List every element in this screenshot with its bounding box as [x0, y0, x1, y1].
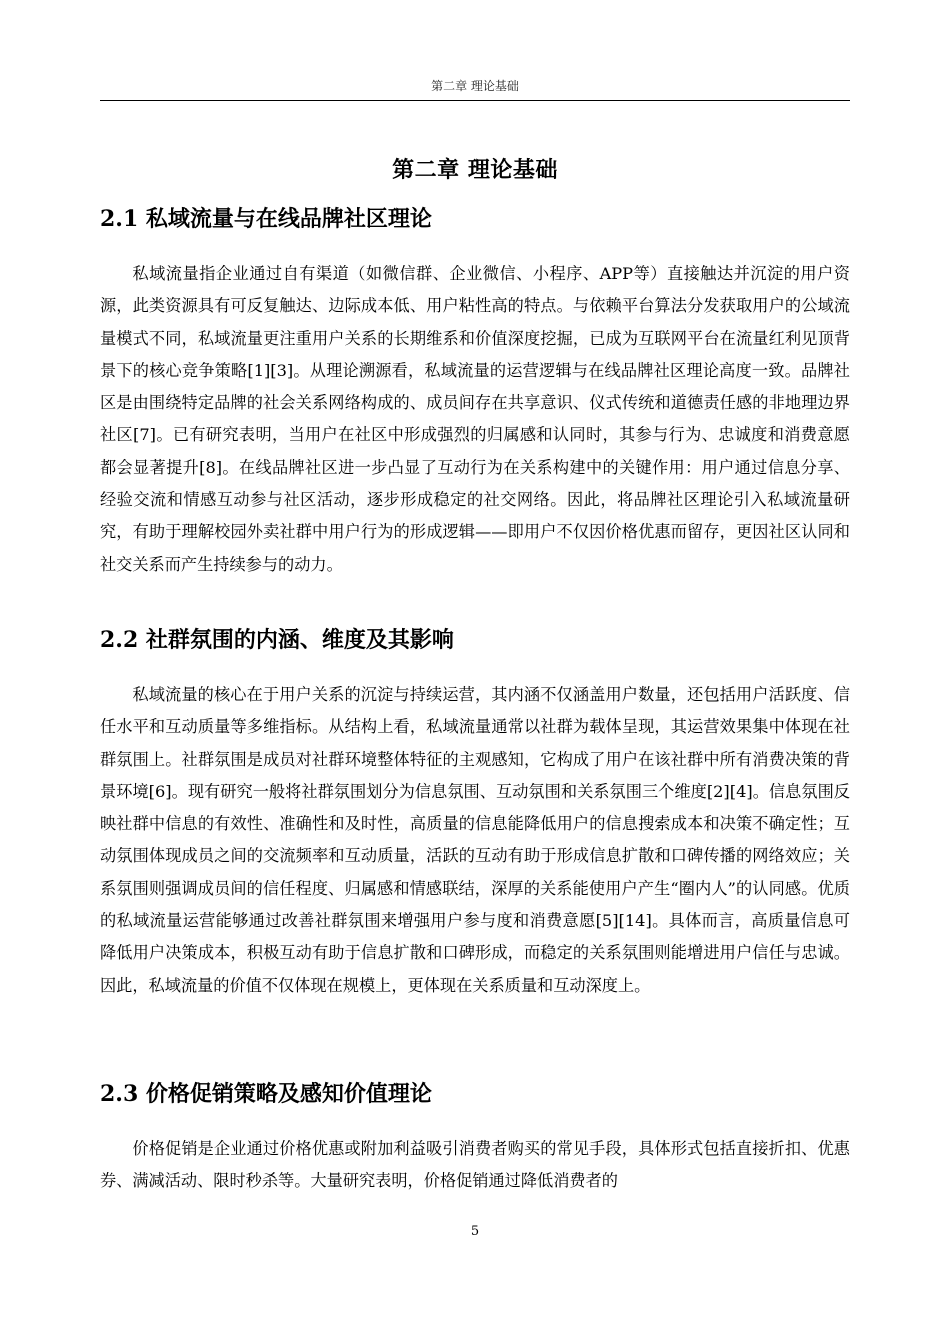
section-heading-2-3: 2.3 价格促销策略及感知价值理论 [100, 1081, 432, 1107]
section-heading-2-1: 2.1 私域流量与在线品牌社区理论 [100, 206, 432, 232]
page-number: 5 [470, 1224, 480, 1239]
header-rule [100, 100, 850, 101]
section-2-1-paragraph: 私域流量指企业通过自有渠道（如微信群、企业微信、小程序、APP等）直接触达并沉淀的用户资源，此类资源具有可反复触达、边际成本低、用户粘性高的特点。与依赖平台算法分发获取用户的公域流量模式不同，私域流量更注重用户关系的长期维系和价值深度挖掘，已成为互联网平台在流量红利见顶背景下的核心竞争策略[1][3]。从理论溯源看，私域流量的运营逻辑与在线品牌社区理论高度一致。品牌社区是由围绕特定品牌的社会关系网络构成的、成员间存在共享意识、仪式传统和道德责任感的非地理边界社区[7]。已有研究表明，当用户在社区中形成强烈的归属感和认同时，其参与行为、忠诚度和消费意愿都会显著提升[8]。在线品牌社区进一步凸显了互动行为在关系构建中的关键作用：用户通过信息分享、经验交流和情感互动参与社区活动，逐步形成稳定的社交网络。因此，将品牌社区理论引入私域流量研究，有助于理解校园外卖社群中用户行为的形成逻辑——即用户不仅因价格优惠而留存，更因社区认同和社交关系而产生持续参与的动力。 [100, 264, 850, 574]
section-heading-2-2: 2.2 社群氛围的内涵、维度及其影响 [100, 627, 454, 653]
section-2-3-paragraph: 价格促销是企业通过价格优惠或附加利益吸引消费者购买的常见手段，具体形式包括直接折扣、优惠券、满减活动、限时秒杀等。大量研究表明，价格促销通过降低消费者的 [100, 1139, 850, 1191]
chapter-title: 第二章 理论基础 [392, 157, 558, 183]
running-header: 第二章 理论基础 [431, 79, 519, 93]
section-2-2-paragraph: 私域流量的核心在于用户关系的沉淀与持续运营，其内涵不仅涵盖用户数量，还包括用户活跃度、信任水平和互动质量等多维指标。从结构上看，私域流量通常以社群为载体呈现，其运营效果集中体现在社群氛围上。社群氛围是成员对社群环境整体特征的主观感知，它构成了用户在该社群中所有消费决策的背景环境[6]。现有研究一般将社群氛围划分为信息氛围、互动氛围和关系氛围三个维度[2][4]。信息氛围反映社群中信息的有效性、准确性和及时性，高质量的信息能降低用户的信息搜索成本和决策不确定性；互动氛围体现成员之间的交流频率和互动质量，活跃的互动有助于形成信息扩散和口碑传播的网络效应；关系氛围则强调成员间的信任程度、归属感和情感联结，深厚的关系能使用户产生“圈内人”的认同感。优质的私域流量运营能够通过改善社群氛围来增强用户参与度和消费意愿[5][14]。具体而言，高质量信息可降低用户决策成本，积极互动有助于信息扩散和口碑形成，而稳定的关系氛围则能增进用户信任与忠诚。因此，私域流量的价值不仅体现在规模上，更体现在关系质量和互动深度上。 [100, 685, 850, 995]
